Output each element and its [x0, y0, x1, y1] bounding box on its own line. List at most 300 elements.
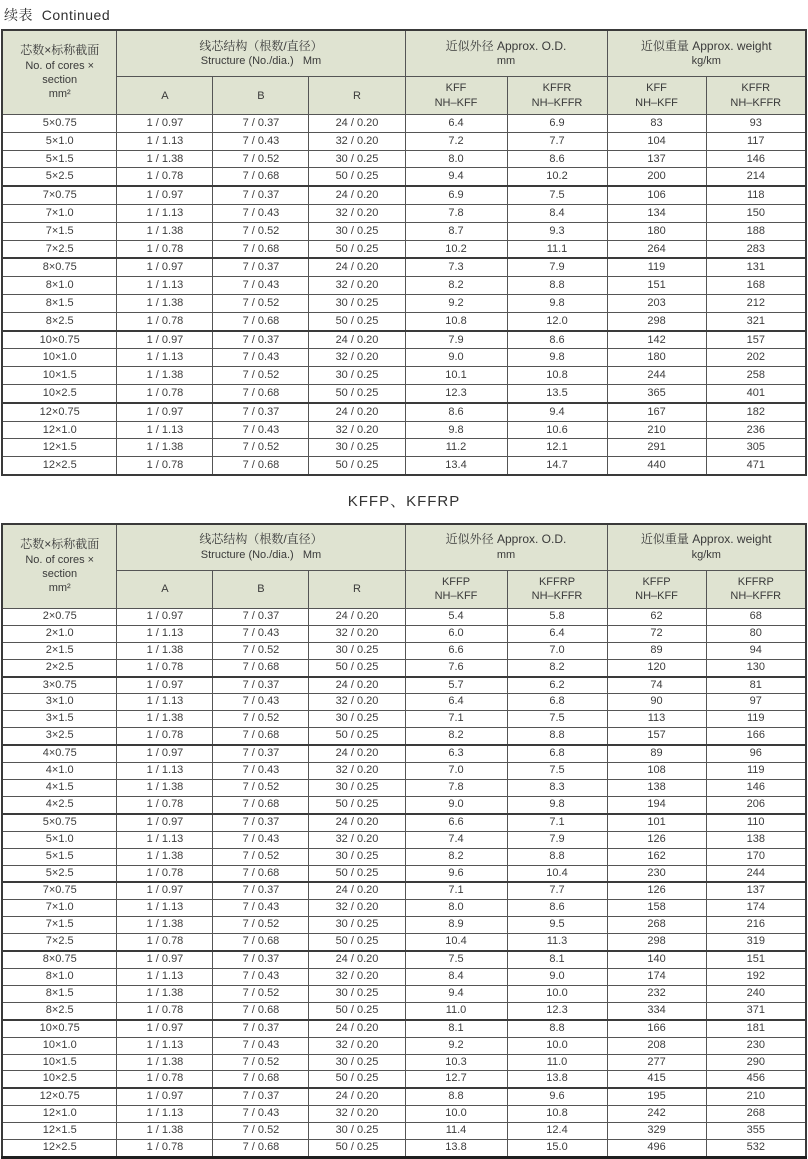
value-cell: 168 [706, 277, 806, 295]
value-cell: 7 / 0.68 [213, 728, 309, 745]
table-row [2, 186, 806, 204]
value-cell: 7 / 0.52 [213, 294, 309, 312]
cores-cell: 4×0.75 [2, 745, 117, 762]
value-cell: 10.8 [507, 1106, 607, 1123]
value-cell: 8.8 [405, 1088, 507, 1105]
value-cell: 10.0 [507, 1037, 607, 1054]
cores-cell: 10×0.75 [2, 331, 117, 349]
header-line: section [42, 74, 78, 87]
page-title: 续表 Continued [4, 7, 111, 23]
value-cell: 80 [706, 625, 806, 642]
value-cell: 1 / 1.38 [117, 780, 213, 797]
value-cell: 1 / 0.97 [117, 745, 213, 762]
value-cell: 1 / 1.13 [117, 349, 213, 367]
value-cell: 12.0 [507, 312, 607, 330]
cores-cell: 12×2.5 [2, 457, 117, 475]
value-cell: 7.2 [405, 132, 507, 150]
value-cell: 106 [607, 186, 706, 204]
value-cell: 94 [706, 642, 806, 659]
cores-cell: 3×2.5 [2, 728, 117, 745]
value-cell: 8.4 [507, 204, 607, 222]
header-structure [117, 30, 405, 77]
value-cell: 68 [706, 608, 806, 625]
table1-header [2, 30, 806, 115]
value-cell: 10.0 [405, 1106, 507, 1123]
value-cell: 1 / 0.97 [117, 115, 213, 133]
table-row [2, 367, 806, 385]
value-cell: 1 / 0.97 [117, 882, 213, 899]
value-cell: 137 [607, 150, 706, 168]
value-cell: 158 [607, 900, 706, 917]
value-cell: 1 / 1.13 [117, 204, 213, 222]
value-cell: 242 [607, 1106, 706, 1123]
value-cell: 7 / 0.43 [213, 625, 309, 642]
value-cell: 13.8 [507, 1071, 607, 1088]
value-cell: 7 / 0.68 [213, 457, 309, 475]
cores-cell: 12×0.75 [2, 1088, 117, 1105]
value-cell: 126 [607, 831, 706, 848]
value-cell: 440 [607, 457, 706, 475]
value-cell: 90 [607, 694, 706, 711]
header-line: 近似重量 Approx. weight [640, 532, 772, 547]
value-cell: 50 / 0.25 [309, 796, 405, 813]
cores-cell: 8×0.75 [2, 951, 117, 968]
table-row [2, 222, 806, 240]
cores-cell: 8×1.0 [2, 277, 117, 295]
cores-cell: 8×0.75 [2, 258, 117, 276]
value-cell: 14.7 [507, 457, 607, 475]
value-cell: 8.7 [405, 222, 507, 240]
value-cell: 1 / 1.38 [117, 848, 213, 865]
header-line: 近似外径 Approx. O.D. [445, 38, 567, 53]
value-cell: 1 / 1.13 [117, 831, 213, 848]
value-cell: 8.9 [405, 917, 507, 934]
cores-cell: 7×0.75 [2, 882, 117, 899]
value-cell: 130 [706, 659, 806, 676]
cores-cell: 5×0.75 [2, 115, 117, 133]
table-row [2, 642, 806, 659]
value-cell: 214 [706, 168, 806, 186]
value-cell: 30 / 0.25 [309, 294, 405, 312]
value-cell: 7 / 0.68 [213, 240, 309, 258]
value-cell: 32 / 0.20 [309, 1106, 405, 1123]
value-cell: 7 / 0.52 [213, 222, 309, 240]
value-cell: 1 / 0.78 [117, 865, 213, 882]
value-cell: 7 / 0.52 [213, 642, 309, 659]
value-cell: 6.0 [405, 625, 507, 642]
cores-cell: 5×1.5 [2, 848, 117, 865]
value-cell: 1 / 1.13 [117, 900, 213, 917]
value-cell: 30 / 0.25 [309, 1054, 405, 1071]
table-row [2, 168, 806, 186]
value-cell: 7 / 0.68 [213, 1071, 309, 1088]
value-cell: 7 / 0.37 [213, 814, 309, 831]
table-row [2, 865, 806, 882]
cores-cell: 8×2.5 [2, 1002, 117, 1019]
value-cell: 32 / 0.20 [309, 421, 405, 439]
value-cell: 30 / 0.25 [309, 711, 405, 728]
value-cell: 7.1 [405, 882, 507, 899]
value-cell: 7.7 [507, 132, 607, 150]
header-line: NH–KFF [434, 96, 478, 109]
header-line: kg/km [691, 549, 721, 562]
value-cell: 24 / 0.20 [309, 745, 405, 762]
value-cell: 283 [706, 240, 806, 258]
value-cell: 32 / 0.20 [309, 900, 405, 917]
value-cell: 117 [706, 132, 806, 150]
value-cell: 264 [607, 240, 706, 258]
value-cell: 146 [706, 150, 806, 168]
value-cell: 8.2 [405, 848, 507, 865]
value-cell: 11.0 [405, 1002, 507, 1019]
value-cell: 355 [706, 1123, 806, 1140]
value-cell: 8.2 [507, 659, 607, 676]
value-cell: 1 / 0.78 [117, 168, 213, 186]
value-cell: 93 [706, 115, 806, 133]
value-cell: 7 / 0.43 [213, 132, 309, 150]
value-cell: 9.4 [405, 168, 507, 186]
value-cell: 1 / 0.78 [117, 728, 213, 745]
value-cell: 10.4 [507, 865, 607, 882]
value-cell: 157 [607, 728, 706, 745]
value-cell: 24 / 0.20 [309, 882, 405, 899]
value-cell: 12.1 [507, 439, 607, 457]
value-cell: 30 / 0.25 [309, 985, 405, 1002]
value-cell: 210 [706, 1088, 806, 1105]
value-cell: 8.0 [405, 900, 507, 917]
value-cell: 24 / 0.20 [309, 331, 405, 349]
value-cell: 1 / 1.38 [117, 222, 213, 240]
value-cell: 496 [607, 1140, 706, 1158]
header-col-a: A [117, 570, 213, 608]
cores-cell: 8×1.5 [2, 294, 117, 312]
value-cell: 9.5 [507, 917, 607, 934]
table-row [2, 115, 806, 133]
value-cell: 7 / 0.52 [213, 439, 309, 457]
value-cell: 1 / 0.97 [117, 186, 213, 204]
value-cell: 96 [706, 745, 806, 762]
cores-cell: 8×1.5 [2, 985, 117, 1002]
value-cell: 203 [607, 294, 706, 312]
table-row [2, 968, 806, 985]
header-cores [2, 30, 117, 115]
value-cell: 30 / 0.25 [309, 367, 405, 385]
value-cell: 11.3 [507, 934, 607, 951]
cores-cell: 12×0.75 [2, 403, 117, 421]
value-cell: 50 / 0.25 [309, 1071, 405, 1088]
value-cell: 7 / 0.43 [213, 968, 309, 985]
value-cell: 7.5 [507, 711, 607, 728]
table-row [2, 1140, 806, 1158]
header-od-kffrp [507, 570, 607, 608]
cores-cell: 5×1.0 [2, 831, 117, 848]
table1-body [2, 115, 806, 475]
value-cell: 7.9 [507, 831, 607, 848]
table-row [2, 625, 806, 642]
table-row [2, 1037, 806, 1054]
header-line: NH–KFFR [531, 590, 583, 603]
table-row [2, 421, 806, 439]
table-row [2, 240, 806, 258]
value-cell: 7 / 0.37 [213, 1088, 309, 1105]
value-cell: 119 [607, 258, 706, 276]
value-cell: 7.9 [405, 331, 507, 349]
value-cell: 180 [607, 349, 706, 367]
value-cell: 5.7 [405, 677, 507, 694]
table2-body [2, 608, 806, 1157]
value-cell: 7 / 0.43 [213, 763, 309, 780]
cores-cell: 10×1.5 [2, 1054, 117, 1071]
value-cell: 108 [607, 763, 706, 780]
table-row [2, 384, 806, 402]
value-cell: 157 [706, 331, 806, 349]
header-structure [117, 524, 405, 571]
value-cell: 7 / 0.37 [213, 403, 309, 421]
cores-cell: 4×2.5 [2, 796, 117, 813]
value-cell: 7 / 0.37 [213, 882, 309, 899]
value-cell: 321 [706, 312, 806, 330]
header-weight-kffr [706, 77, 806, 115]
value-cell: 101 [607, 814, 706, 831]
value-cell: 104 [607, 132, 706, 150]
value-cell: 9.0 [405, 349, 507, 367]
value-cell: 30 / 0.25 [309, 780, 405, 797]
value-cell: 7.3 [405, 258, 507, 276]
value-cell: 1 / 0.78 [117, 1002, 213, 1019]
cores-cell: 7×0.75 [2, 186, 117, 204]
value-cell: 7 / 0.52 [213, 917, 309, 934]
table-row [2, 917, 806, 934]
cores-cell: 10×2.5 [2, 1071, 117, 1088]
value-cell: 7 / 0.52 [213, 1123, 309, 1140]
table-row [2, 694, 806, 711]
value-cell: 7.4 [405, 831, 507, 848]
table-row [2, 882, 806, 899]
value-cell: 24 / 0.20 [309, 115, 405, 133]
header-col-b: B [213, 77, 309, 115]
header-od-kffp [405, 570, 507, 608]
value-cell: 1 / 0.78 [117, 796, 213, 813]
value-cell: 126 [607, 882, 706, 899]
table-row [2, 277, 806, 295]
value-cell: 83 [607, 115, 706, 133]
value-cell: 268 [706, 1106, 806, 1123]
table-row [2, 132, 806, 150]
value-cell: 32 / 0.20 [309, 349, 405, 367]
value-cell: 1 / 1.13 [117, 694, 213, 711]
value-cell: 7 / 0.43 [213, 421, 309, 439]
cores-cell: 7×2.5 [2, 240, 117, 258]
value-cell: 50 / 0.25 [309, 457, 405, 475]
value-cell: 329 [607, 1123, 706, 1140]
value-cell: 7 / 0.43 [213, 694, 309, 711]
value-cell: 7 / 0.52 [213, 848, 309, 865]
value-cell: 11.1 [507, 240, 607, 258]
value-cell: 8.2 [405, 277, 507, 295]
value-cell: 32 / 0.20 [309, 831, 405, 848]
value-cell: 8.8 [507, 728, 607, 745]
value-cell: 1 / 1.13 [117, 132, 213, 150]
header-weight-kffrp [706, 570, 806, 608]
header-col-r: R [309, 570, 405, 608]
value-cell: 7 / 0.68 [213, 1140, 309, 1158]
cores-cell: 12×1.0 [2, 1106, 117, 1123]
value-cell: 456 [706, 1071, 806, 1088]
value-cell: 81 [706, 677, 806, 694]
header-line: 线芯结构（根数/直径） [199, 532, 323, 547]
value-cell: 1 / 0.97 [117, 608, 213, 625]
header-line: KFFR [542, 82, 572, 95]
value-cell: 170 [706, 848, 806, 865]
header-line: kg/km [691, 55, 721, 68]
value-cell: 7 / 0.68 [213, 865, 309, 882]
value-cell: 30 / 0.25 [309, 917, 405, 934]
cores-cell: 3×0.75 [2, 677, 117, 694]
header-line: section [42, 568, 78, 581]
value-cell: 30 / 0.25 [309, 1123, 405, 1140]
table-row [2, 312, 806, 330]
cores-cell: 7×1.5 [2, 222, 117, 240]
header-od [405, 30, 607, 77]
table2-title: KFFP、KFFRP [347, 492, 461, 510]
value-cell: 10.3 [405, 1054, 507, 1071]
value-cell: 181 [706, 1020, 806, 1037]
value-cell: 1 / 0.97 [117, 1020, 213, 1037]
value-cell: 74 [607, 677, 706, 694]
table-row [2, 848, 806, 865]
header-line: 芯数×标称截面 [20, 43, 100, 58]
value-cell: 9.8 [507, 294, 607, 312]
value-cell: 138 [706, 831, 806, 848]
value-cell: 7 / 0.68 [213, 384, 309, 402]
table-row [2, 745, 806, 762]
value-cell: 258 [706, 367, 806, 385]
header-line: mm [496, 549, 516, 562]
value-cell: 24 / 0.20 [309, 1088, 405, 1105]
value-cell: 10.8 [405, 312, 507, 330]
value-cell: 7 / 0.52 [213, 367, 309, 385]
value-cell: 30 / 0.25 [309, 642, 405, 659]
value-cell: 32 / 0.20 [309, 968, 405, 985]
value-cell: 134 [607, 204, 706, 222]
header-line: KFFRP [538, 576, 576, 589]
value-cell: 1 / 0.78 [117, 240, 213, 258]
value-cell: 138 [607, 780, 706, 797]
header-od-kff [405, 77, 507, 115]
value-cell: 9.2 [405, 1037, 507, 1054]
cores-cell: 10×2.5 [2, 384, 117, 402]
value-cell: 50 / 0.25 [309, 312, 405, 330]
value-cell: 166 [607, 1020, 706, 1037]
value-cell: 206 [706, 796, 806, 813]
header-line: No. of cores × [25, 553, 95, 566]
value-cell: 1 / 1.13 [117, 968, 213, 985]
value-cell: 24 / 0.20 [309, 677, 405, 694]
cores-cell: 5×2.5 [2, 865, 117, 882]
value-cell: 1 / 1.38 [117, 294, 213, 312]
header-weight [607, 30, 806, 77]
value-cell: 9.0 [507, 968, 607, 985]
value-cell: 50 / 0.25 [309, 728, 405, 745]
value-cell: 200 [607, 168, 706, 186]
value-cell: 7.1 [405, 711, 507, 728]
value-cell: 167 [607, 403, 706, 421]
header-line: 近似重量 Approx. weight [640, 38, 772, 53]
value-cell: 334 [607, 1002, 706, 1019]
value-cell: 50 / 0.25 [309, 1002, 405, 1019]
value-cell: 1 / 0.97 [117, 814, 213, 831]
header-line: mm² [48, 582, 71, 595]
table-row [2, 1088, 806, 1105]
value-cell: 9.3 [507, 222, 607, 240]
value-cell: 1 / 0.78 [117, 659, 213, 676]
value-cell: 162 [607, 848, 706, 865]
cores-cell: 5×2.5 [2, 168, 117, 186]
value-cell: 7 / 0.37 [213, 331, 309, 349]
cores-cell: 10×1.0 [2, 349, 117, 367]
value-cell: 9.0 [405, 796, 507, 813]
value-cell: 6.3 [405, 745, 507, 762]
value-cell: 371 [706, 1002, 806, 1019]
value-cell: 7 / 0.37 [213, 258, 309, 276]
value-cell: 182 [706, 403, 806, 421]
value-cell: 150 [706, 204, 806, 222]
header-line: NH–KFF [434, 590, 478, 603]
value-cell: 174 [706, 900, 806, 917]
value-cell: 32 / 0.20 [309, 277, 405, 295]
value-cell: 298 [607, 312, 706, 330]
value-cell: 7 / 0.68 [213, 934, 309, 951]
value-cell: 97 [706, 694, 806, 711]
header-col-b: B [213, 570, 309, 608]
header-line: Structure (No./dia.) Mm [200, 55, 322, 68]
value-cell: 1 / 0.97 [117, 951, 213, 968]
value-cell: 202 [706, 349, 806, 367]
cores-cell: 7×1.5 [2, 917, 117, 934]
table-row [2, 439, 806, 457]
table-row [2, 204, 806, 222]
cores-cell: 12×2.5 [2, 1140, 117, 1158]
value-cell: 7.1 [507, 814, 607, 831]
value-cell: 8.8 [507, 277, 607, 295]
value-cell: 118 [706, 186, 806, 204]
value-cell: 7 / 0.68 [213, 659, 309, 676]
value-cell: 1 / 1.38 [117, 642, 213, 659]
cores-cell: 2×1.0 [2, 625, 117, 642]
table2-header [2, 524, 806, 609]
value-cell: 1 / 1.13 [117, 1037, 213, 1054]
cores-cell: 10×0.75 [2, 1020, 117, 1037]
header-line: KFFP [441, 576, 471, 589]
value-cell: 89 [607, 745, 706, 762]
cores-cell: 5×0.75 [2, 814, 117, 831]
value-cell: 195 [607, 1088, 706, 1105]
value-cell: 8.2 [405, 728, 507, 745]
value-cell: 9.4 [405, 985, 507, 1002]
value-cell: 119 [706, 711, 806, 728]
table-row [2, 985, 806, 1002]
value-cell: 24 / 0.20 [309, 403, 405, 421]
header-line: NH–KFFR [531, 96, 583, 109]
value-cell: 50 / 0.25 [309, 1140, 405, 1158]
value-cell: 1 / 1.38 [117, 917, 213, 934]
value-cell: 10.2 [507, 168, 607, 186]
cores-cell: 2×0.75 [2, 608, 117, 625]
value-cell: 6.9 [405, 186, 507, 204]
header-col-a: A [117, 77, 213, 115]
header-line: mm² [48, 88, 71, 101]
value-cell: 9.8 [405, 421, 507, 439]
